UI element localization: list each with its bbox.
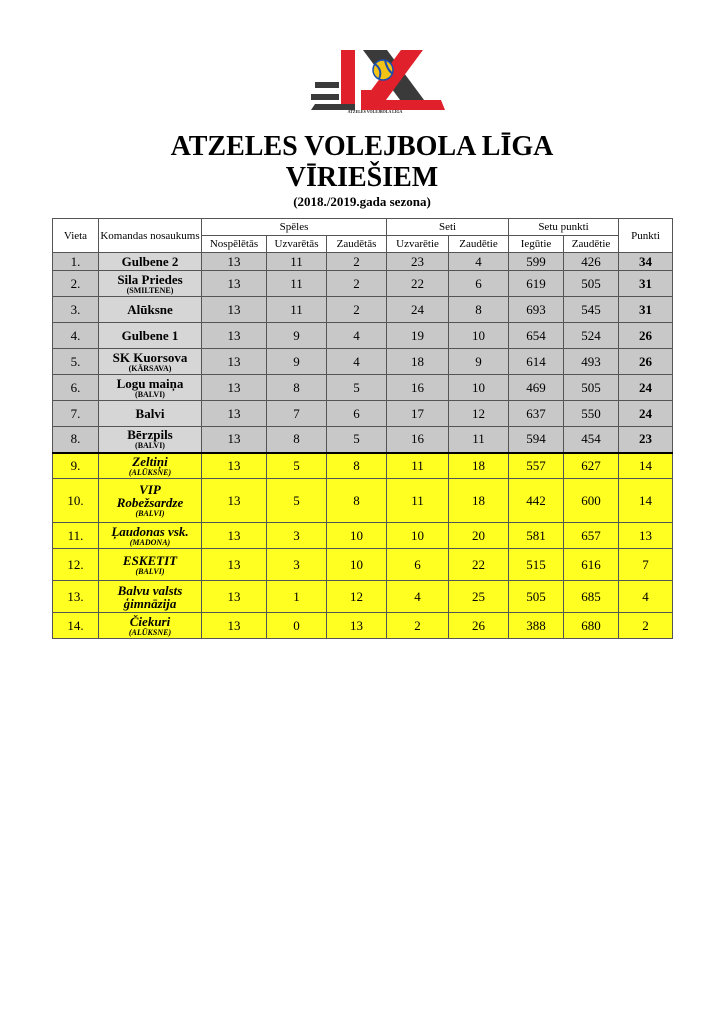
logo-caption: ATZELES VOLEJBOLA LĪGA bbox=[347, 109, 403, 114]
sets-lost-cell: 8 bbox=[449, 297, 509, 323]
games-lost-cell: 8 bbox=[327, 453, 387, 479]
points-lost-cell: 680 bbox=[564, 613, 619, 639]
team-name: Sila Priedes bbox=[117, 271, 183, 287]
games-won-cell: 11 bbox=[267, 297, 327, 323]
place-cell: 8. bbox=[53, 427, 99, 453]
total-points-cell: 24 bbox=[619, 401, 673, 427]
games-played-cell: 13 bbox=[202, 401, 267, 427]
points-gained-cell: 614 bbox=[509, 349, 564, 375]
team-town: (KĀRSAVA) bbox=[128, 363, 172, 373]
games-lost-cell: 8 bbox=[327, 479, 387, 523]
team-name: Balvi bbox=[135, 406, 165, 421]
points-lost-cell: 545 bbox=[564, 297, 619, 323]
games-won-cell: 3 bbox=[267, 549, 327, 581]
team-cell bbox=[99, 401, 202, 427]
games-played-cell: 13 bbox=[202, 253, 267, 271]
games-played-cell: 13 bbox=[202, 581, 267, 613]
team-cell bbox=[99, 427, 202, 453]
points-lost-cell: 454 bbox=[564, 427, 619, 453]
games-played-cell: 13 bbox=[202, 549, 267, 581]
sets-won-cell: 11 bbox=[387, 479, 449, 523]
games-played-cell: 13 bbox=[202, 613, 267, 639]
team-name: SK Kuorsova bbox=[112, 349, 188, 365]
header-iegutie: Iegūtie bbox=[509, 236, 564, 253]
games-won-cell: 11 bbox=[267, 253, 327, 271]
games-won-cell: 11 bbox=[267, 271, 327, 297]
team-cell bbox=[99, 613, 202, 639]
games-played-cell: 13 bbox=[202, 271, 267, 297]
points-lost-cell: 505 bbox=[564, 375, 619, 401]
points-gained-cell: 599 bbox=[509, 253, 564, 271]
points-lost-cell: 627 bbox=[564, 453, 619, 479]
team-name: Čiekuri bbox=[129, 613, 171, 629]
sets-won-cell: 23 bbox=[387, 253, 449, 271]
total-points-cell: 7 bbox=[619, 549, 673, 581]
points-gained-cell: 469 bbox=[509, 375, 564, 401]
games-won-cell: 1 bbox=[267, 581, 327, 613]
place-cell: 6. bbox=[53, 375, 99, 401]
total-points-cell: 23 bbox=[619, 427, 673, 453]
team-name-line2: Robežsardze bbox=[116, 495, 184, 510]
sets-won-cell: 22 bbox=[387, 271, 449, 297]
points-gained-cell: 637 bbox=[509, 401, 564, 427]
sets-won-cell: 18 bbox=[387, 349, 449, 375]
sets-lost-cell: 11 bbox=[449, 427, 509, 453]
table-row bbox=[53, 271, 673, 297]
total-points-cell: 4 bbox=[619, 581, 673, 613]
games-played-cell: 13 bbox=[202, 479, 267, 523]
season-subtitle: (2018./2019.gada sezona) bbox=[293, 194, 431, 209]
team-cell bbox=[99, 349, 202, 375]
team-town: (BALVI) bbox=[135, 389, 165, 399]
sets-lost-cell: 25 bbox=[449, 581, 509, 613]
total-points-cell: 31 bbox=[619, 297, 673, 323]
points-lost-cell: 685 bbox=[564, 581, 619, 613]
table-row bbox=[53, 479, 673, 523]
total-points-cell: 14 bbox=[619, 479, 673, 523]
total-points-cell: 34 bbox=[619, 253, 673, 271]
team-name: Gulbene 1 bbox=[121, 328, 179, 343]
sets-won-cell: 11 bbox=[387, 453, 449, 479]
total-points-cell: 2 bbox=[619, 613, 673, 639]
team-cell bbox=[99, 523, 202, 549]
games-played-cell: 13 bbox=[202, 523, 267, 549]
standings-table bbox=[52, 218, 673, 639]
total-points-cell: 14 bbox=[619, 453, 673, 479]
games-lost-cell: 10 bbox=[327, 523, 387, 549]
place-cell: 7. bbox=[53, 401, 99, 427]
games-lost-cell: 4 bbox=[327, 323, 387, 349]
games-won-cell: 9 bbox=[267, 349, 327, 375]
table-row bbox=[53, 549, 673, 581]
games-won-cell: 8 bbox=[267, 427, 327, 453]
table-row bbox=[53, 375, 673, 401]
header-zaudetie-punkti: Zaudētie bbox=[564, 236, 619, 253]
team-town: (MADONA) bbox=[129, 537, 171, 547]
games-lost-cell: 13 bbox=[327, 613, 387, 639]
team-name: Bērzpils bbox=[127, 427, 173, 443]
team-cell bbox=[99, 297, 202, 323]
table-row bbox=[53, 581, 673, 613]
team-cell bbox=[99, 581, 202, 613]
place-cell: 10. bbox=[53, 479, 99, 523]
team-name-line2: ģimnāzija bbox=[123, 595, 177, 611]
sets-lost-cell: 12 bbox=[449, 401, 509, 427]
team-town: (BALVI) bbox=[135, 509, 165, 518]
points-gained-cell: 505 bbox=[509, 581, 564, 613]
points-gained-cell: 654 bbox=[509, 323, 564, 349]
header-zaudetie: Zaudētie bbox=[449, 236, 509, 253]
games-lost-cell: 2 bbox=[327, 297, 387, 323]
games-won-cell: 3 bbox=[267, 523, 327, 549]
page-title: ATZELES VOLEJBOLA LĪGA bbox=[170, 131, 554, 162]
team-name: Logu maiņa bbox=[116, 375, 184, 391]
team-town: (BALVI) bbox=[135, 566, 165, 576]
points-gained-cell: 693 bbox=[509, 297, 564, 323]
points-gained-cell: 581 bbox=[509, 523, 564, 549]
place-cell: 9. bbox=[53, 453, 99, 479]
team-town: (SMILTENE) bbox=[126, 285, 174, 295]
points-lost-cell: 493 bbox=[564, 349, 619, 375]
league-logo bbox=[305, 44, 451, 128]
games-lost-cell: 5 bbox=[327, 427, 387, 453]
sets-won-cell: 16 bbox=[387, 375, 449, 401]
sets-won-cell: 2 bbox=[387, 613, 449, 639]
points-gained-cell: 388 bbox=[509, 613, 564, 639]
table-row bbox=[53, 253, 673, 271]
team-cell bbox=[99, 253, 202, 271]
games-played-cell: 13 bbox=[202, 375, 267, 401]
place-cell: 13. bbox=[53, 581, 99, 613]
place-cell: 14. bbox=[53, 613, 99, 639]
games-won-cell: 7 bbox=[267, 401, 327, 427]
team-town: (ALŪKSNE) bbox=[128, 627, 172, 637]
team-name: Gulbene 2 bbox=[121, 254, 179, 269]
sets-lost-cell: 18 bbox=[449, 479, 509, 523]
points-lost-cell: 426 bbox=[564, 253, 619, 271]
team-cell bbox=[99, 375, 202, 401]
games-played-cell: 13 bbox=[202, 427, 267, 453]
points-gained-cell: 594 bbox=[509, 427, 564, 453]
total-points-cell: 24 bbox=[619, 375, 673, 401]
place-cell: 12. bbox=[53, 549, 99, 581]
total-points-cell: 31 bbox=[619, 271, 673, 297]
table-row bbox=[53, 401, 673, 427]
points-lost-cell: 657 bbox=[564, 523, 619, 549]
sets-lost-cell: 9 bbox=[449, 349, 509, 375]
total-points-cell: 26 bbox=[619, 323, 673, 349]
header-zaudetas: Zaudētās bbox=[327, 236, 387, 253]
place-cell: 1. bbox=[53, 253, 99, 271]
points-lost-cell: 600 bbox=[564, 479, 619, 523]
team-name: ESKETIT bbox=[122, 552, 178, 568]
points-gained-cell: 557 bbox=[509, 453, 564, 479]
total-points-cell: 26 bbox=[619, 349, 673, 375]
table-row bbox=[53, 297, 673, 323]
points-lost-cell: 550 bbox=[564, 401, 619, 427]
points-lost-cell: 524 bbox=[564, 323, 619, 349]
games-won-cell: 0 bbox=[267, 613, 327, 639]
team-cell bbox=[99, 271, 202, 297]
table-row bbox=[53, 453, 673, 479]
team-name: Ļaudonas vsk. bbox=[111, 523, 189, 539]
games-played-cell: 13 bbox=[202, 453, 267, 479]
sets-lost-cell: 4 bbox=[449, 253, 509, 271]
games-lost-cell: 4 bbox=[327, 349, 387, 375]
team-town: (BALVI) bbox=[135, 441, 165, 451]
place-cell: 11. bbox=[53, 523, 99, 549]
header-nospeletas: Nospēlētās bbox=[202, 236, 267, 253]
sets-lost-cell: 20 bbox=[449, 523, 509, 549]
games-lost-cell: 10 bbox=[327, 549, 387, 581]
team-cell bbox=[99, 323, 202, 349]
points-lost-cell: 505 bbox=[564, 271, 619, 297]
games-played-cell: 13 bbox=[202, 349, 267, 375]
place-cell: 3. bbox=[53, 297, 99, 323]
sets-won-cell: 6 bbox=[387, 549, 449, 581]
team-cell bbox=[99, 453, 202, 479]
header-setu-punkti: Setu punkti bbox=[509, 219, 619, 236]
games-lost-cell: 2 bbox=[327, 271, 387, 297]
team-name: Alūksne bbox=[127, 302, 173, 317]
sets-lost-cell: 10 bbox=[449, 323, 509, 349]
total-points-cell: 13 bbox=[619, 523, 673, 549]
games-played-cell: 13 bbox=[202, 323, 267, 349]
header-uzvaretie: Uzvarētie bbox=[387, 236, 449, 253]
header-row bbox=[53, 219, 673, 236]
sets-lost-cell: 18 bbox=[449, 453, 509, 479]
place-cell: 2. bbox=[53, 271, 99, 297]
page-title-line2: VĪRIEŠIEM bbox=[285, 162, 439, 193]
points-gained-cell: 619 bbox=[509, 271, 564, 297]
team-town: (ALŪKSNE) bbox=[128, 467, 172, 477]
sets-won-cell: 4 bbox=[387, 581, 449, 613]
team-name: Zeltiņi bbox=[132, 453, 168, 469]
table-row bbox=[53, 323, 673, 349]
points-gained-cell: 515 bbox=[509, 549, 564, 581]
table-row bbox=[53, 523, 673, 549]
games-lost-cell: 6 bbox=[327, 401, 387, 427]
sets-won-cell: 17 bbox=[387, 401, 449, 427]
sets-lost-cell: 22 bbox=[449, 549, 509, 581]
sets-lost-cell: 10 bbox=[449, 375, 509, 401]
header-seti: Seti bbox=[387, 219, 509, 236]
team-cell bbox=[99, 479, 202, 523]
standings-body bbox=[53, 253, 673, 639]
team-name: Balvu valsts bbox=[117, 582, 183, 598]
table-row bbox=[53, 427, 673, 453]
sets-won-cell: 10 bbox=[387, 523, 449, 549]
sets-won-cell: 24 bbox=[387, 297, 449, 323]
points-lost-cell: 616 bbox=[564, 549, 619, 581]
place-cell: 4. bbox=[53, 323, 99, 349]
sets-won-cell: 16 bbox=[387, 427, 449, 453]
team-name: VIP bbox=[139, 482, 161, 497]
games-won-cell: 9 bbox=[267, 323, 327, 349]
games-lost-cell: 2 bbox=[327, 253, 387, 271]
games-won-cell: 5 bbox=[267, 479, 327, 523]
header-punkti: Punkti bbox=[619, 219, 673, 253]
place-cell: 5. bbox=[53, 349, 99, 375]
sets-lost-cell: 26 bbox=[449, 613, 509, 639]
games-lost-cell: 12 bbox=[327, 581, 387, 613]
games-lost-cell: 5 bbox=[327, 375, 387, 401]
sets-lost-cell: 6 bbox=[449, 271, 509, 297]
league-logo-graphic bbox=[305, 44, 451, 128]
table-row bbox=[53, 613, 673, 639]
sets-won-cell: 19 bbox=[387, 323, 449, 349]
games-played-cell: 13 bbox=[202, 297, 267, 323]
games-won-cell: 5 bbox=[267, 453, 327, 479]
header-uzvaretas: Uzvarētās bbox=[267, 236, 327, 253]
games-won-cell: 8 bbox=[267, 375, 327, 401]
team-cell bbox=[99, 549, 202, 581]
header-komandas: Komandas nosaukums bbox=[99, 219, 202, 253]
points-gained-cell: 442 bbox=[509, 479, 564, 523]
header-speles: Spēles bbox=[202, 219, 387, 236]
table-row bbox=[53, 349, 673, 375]
header-vieta: Vieta bbox=[53, 219, 99, 253]
